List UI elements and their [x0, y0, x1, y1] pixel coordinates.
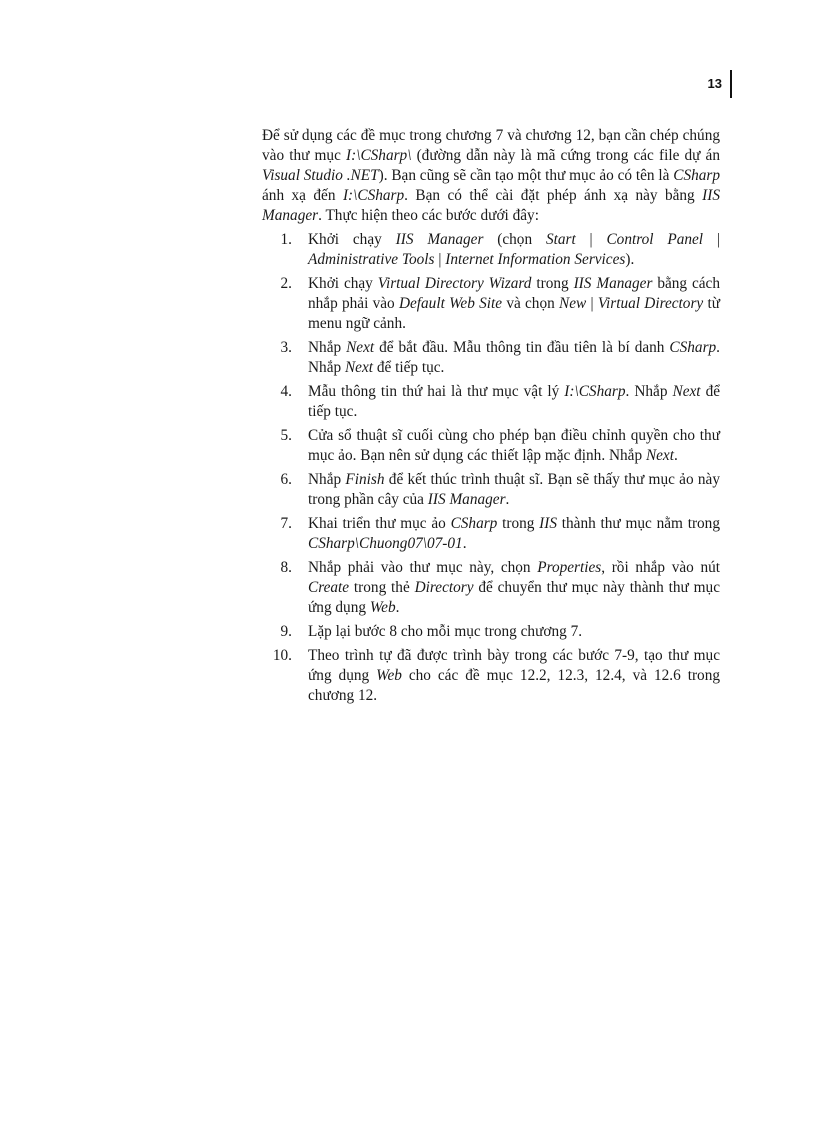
intro-paragraph [262, 126, 720, 226]
italic-term: Next [346, 339, 375, 356]
text-run: . [673, 447, 678, 464]
text-run: để kết thúc trình thuật sĩ. Bạn sẽ thấy thư mục ảo này trong phần cây của [308, 471, 720, 508]
step-item [262, 426, 720, 466]
step-item [262, 274, 720, 334]
italic-term: CSharp [673, 167, 720, 184]
step-item [262, 646, 720, 706]
text-run: để tiếp tục. [308, 383, 721, 420]
italic-term: Virtual Directory [597, 295, 704, 312]
text-run: | [703, 231, 720, 248]
text-run: trong [497, 515, 540, 532]
text-run: trong [531, 275, 574, 292]
step-text [308, 339, 720, 376]
step-text [308, 623, 582, 640]
text-run: Cửa sổ thuật sĩ cuối cùng cho phép bạn điều chỉnh quyền cho thư mục ảo. Bạn nên sử dụng các thiết lập mặc định. Nhắp [308, 427, 720, 464]
step-text [308, 231, 720, 268]
text-run: Nhắp phải vào thư mục này, chọn [308, 559, 538, 576]
text-run: . [395, 599, 400, 616]
italic-term: Directory [414, 579, 474, 596]
italic-term: I:\CSharp\ [346, 147, 412, 164]
text-run: Theo trình tự đã được trình bày trong các bước 7-9, tạo thư mục ứng dụng [308, 647, 720, 684]
text-run: Khởi chạy [308, 275, 378, 292]
text-run: Nhắp [308, 339, 347, 356]
italic-term: Internet Information Services [445, 251, 626, 268]
italic-term: Web [376, 667, 402, 684]
text-run: Nhắp [308, 471, 346, 488]
text-run: (đường dẫn này là mã cứng trong các file dự án [411, 147, 720, 164]
text-run: | [575, 231, 607, 248]
text-run: Khởi chạy [308, 231, 396, 248]
step-item [262, 514, 720, 554]
step-number: 7. [280, 515, 292, 532]
italic-term: IIS Manager [262, 187, 720, 224]
step-item [262, 338, 720, 378]
italic-term: Finish [345, 471, 385, 488]
step-number: 5. [280, 427, 292, 444]
step-number: 6. [280, 471, 292, 488]
text-run: . Nhắp [308, 339, 720, 376]
italic-term: Properties [537, 559, 602, 576]
text-run: Khai triển thư mục ảo [308, 515, 451, 532]
text-run: Mẫu thông tin thứ hai là thư mục vật lý [308, 383, 565, 400]
text-run: từ menu ngữ cảnh. [308, 295, 720, 332]
step-number: 10. [272, 647, 292, 664]
step-number: 1. [280, 231, 292, 248]
text-run: . [462, 535, 467, 552]
text-run: để chuyển thư mục này thành thư mục ứng dụng [308, 579, 720, 616]
italic-term: Next [672, 383, 701, 400]
step-number: 2. [280, 275, 292, 292]
step-text [308, 471, 720, 508]
text-run: thành thư mục nằm trong [557, 515, 720, 532]
italic-term: I:\CSharp [342, 187, 405, 204]
text-run: , rồi nhắp vào nút [601, 559, 720, 576]
italic-term: New [559, 295, 587, 312]
italic-term: Virtual Directory Wizard [377, 275, 532, 292]
step-text [308, 647, 720, 704]
italic-term: Start [545, 231, 576, 248]
text-run: Lặp lại bước 8 cho mỗi mục trong chương 7. [308, 623, 583, 640]
step-item [262, 622, 720, 642]
italic-term: I:\CSharp [564, 383, 626, 400]
italic-term: IIS Manager [573, 275, 653, 292]
step-text [308, 559, 720, 616]
text-run: ). Bạn cũng sẽ cần tạo một thư mục ảo có tên là [378, 167, 674, 184]
step-item [262, 230, 720, 270]
step-item [262, 382, 720, 422]
text-run: để tiếp tục. [373, 359, 445, 376]
italic-term: Web [369, 599, 396, 616]
text-run: . [505, 491, 510, 508]
italic-term: CSharp [669, 339, 717, 356]
text-run: . Nhắp [625, 383, 673, 400]
step-number: 9. [280, 623, 292, 640]
italic-term: IIS Manager [427, 491, 506, 508]
text-run: cho các đề mục 12.2, 12.3, 12.4, và 12.6 trong chương 12. [308, 667, 720, 704]
page-number-rule [730, 70, 732, 98]
italic-term: Default Web Site [398, 295, 503, 312]
text-run: . Bạn có thể cài đặt phép ánh xạ này bằng [404, 187, 703, 204]
italic-term: Control Panel [606, 231, 704, 248]
step-text [308, 515, 720, 552]
italic-term: Visual Studio .NET [262, 167, 379, 184]
step-text [308, 275, 720, 332]
text-run: (chọn [483, 231, 546, 248]
text-run: ánh xạ đến [262, 187, 343, 204]
text-run: Để sử dụng các đề mục trong chương 7 và chương 12, bạn cần chép chúng vào thư mục [262, 127, 720, 164]
steps-list [262, 230, 720, 706]
step-number: 4. [280, 383, 292, 400]
text-run: và chọn [502, 295, 560, 312]
page-body [262, 126, 720, 706]
step-number: 3. [280, 339, 292, 356]
italic-term: IIS Manager [395, 231, 484, 248]
italic-term: CSharp [450, 515, 498, 532]
italic-term: Next [344, 359, 374, 376]
text-run: . Thực hiện theo các bước dưới đây: [318, 207, 539, 224]
step-text [308, 427, 720, 464]
page-number: 13 [707, 76, 722, 91]
italic-term: CSharp\Chuong07\07-01 [308, 535, 463, 552]
text-run: | [586, 295, 598, 312]
step-item [262, 558, 720, 618]
italic-term: Administrative Tools [308, 251, 435, 268]
step-number: 8. [280, 559, 292, 576]
step-item [262, 470, 720, 510]
text-run: bằng cách nhắp phải vào [308, 275, 720, 312]
italic-term: IIS [539, 515, 557, 532]
text-run: | [434, 251, 446, 268]
italic-term: Create [308, 579, 350, 596]
step-text [308, 383, 720, 420]
italic-term: Next [645, 447, 674, 464]
text-run: trong thẻ [349, 579, 415, 596]
text-run: ). [625, 251, 635, 268]
text-run: để bắt đầu. Mẫu thông tin đầu tiên là bí danh [374, 339, 670, 356]
